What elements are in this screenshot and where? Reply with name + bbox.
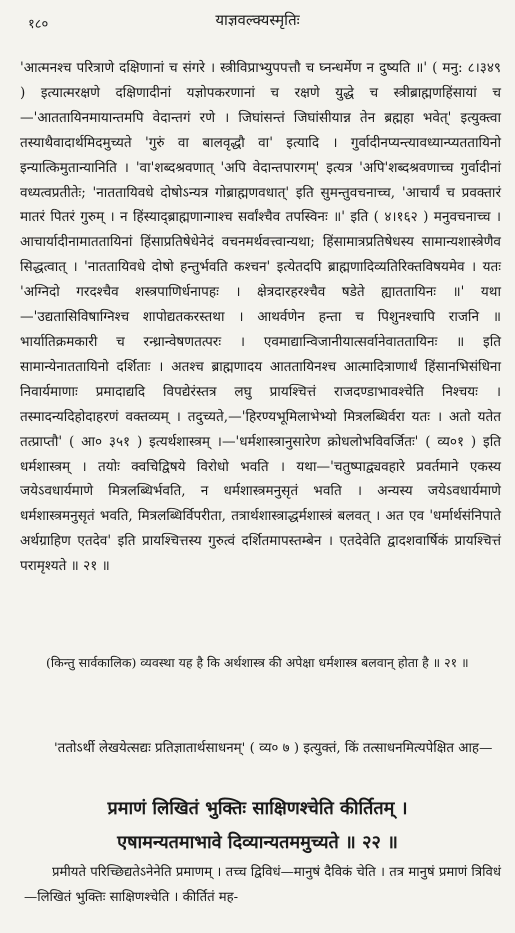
verse-line-1: प्रमाणं लिखितं भुक्तिः साक्षिणश्चेति कीर्तितम् । xyxy=(107,798,408,819)
page-header xyxy=(20,10,495,34)
hindi-translation: (किन्तु सार्वकालिक) व्यवस्था यह है कि अर्थशास्त्र की अपेक्षा धर्मशास्त्र बलवान् होता है ॥ २१ ॥ xyxy=(46,655,469,670)
bhashya-text: प्रमीयते परिच्छिद्यतेऽनेनेति प्रमाणम् । तच्च द्विविधं—मानुषं दैविकं चेति । तत्र मानुषं प्रमाणं त्रिविधं—लिखितं भुक्तिः साक्षिणश्चेति । कीर्तितं मह- xyxy=(24,865,501,905)
verse-block xyxy=(0,792,515,860)
commentary-text: 'आत्मनश्च परित्राणे दक्षिणानां च संगरे । स्त्रीविप्राभ्युपपत्तौ च घ्नन्धर्मेण न दुष्यति ॥' ( मनु: ८।३४९ ) इत्यात्मरक्षणे दक्षिणादीनां यज्ञोपकरणानां च रक्षणे युद्धे च स्त्रीब्राह्मणहिंसायां च—'आततायिनमायान्तमपि वेदान्तगं रणे । जिघांसन्तं जिघांसीयान्न तेन ब्रह्महा भवेत्' इत्युक्त्वा तस्याथैवादार्थमिदमुच्यते 'गुरुं वा बालवृद्धौ वा' इत्यादि । गुर्वादीनप्यन्त्यावध्यान्प्यततायिनो इन्यात्किमुतान्यानिति । 'वा'शब्दश्रवणात् 'अपि वेदान्तपारगम्' इत्यत्र 'अपि'शब्दश्रवणाच्च गुर्वादीनां वध्यत्वप्रतीतेः; 'नाततायिवधे दोषोऽन्यत्र गोब्राह्मणवधात्' इति सुमन्तुवचनाच्च, 'आचार्यं च प्रवक्तारं मातरं पितरं गुरुम् । न हिंस्याद्ब्राह्मणान्गाश्च सर्वांश्चैव तपस्विनः ॥' इति ( ४।१६२ ) मनुवचनाच्च । आचार्यादीनामाततायिनां हिंसाप्रतिषेधेनेदं वचनमर्थवत्त्वान्यथा; हिंसामात्रप्रतिषेधस्य सामान्यशास्त्रेणैव सिद्धत्वात् । 'नाततायिवधे दोषो हन्तुर्भवति कश्चन' इत्येतदपि ब्राह्मणादिव्यतिरिक्तविषयमेव । यतः 'अग्निदो गरदश्चैव शस्त्रपाणिर्धनापहः । क्षेत्रदारहरश्चैव षडेते ह्याततायिनः ॥' यथा—'उद्यतासिविषाग्निश्च शापोद्यतकरस्तथा । आथर्वणेन हन्ता च पिशुनश्चापि राजनि ॥ भार्यातिक्रमकारी च रन्ध्रान्वेषणतत्परः । एवमाद्यान्विजानीयात्सर्वानेवाततायिनः ॥ इति सामान्येनाततायिनो दर्शिताः । अतश्च ब्राह्मणादय आततायिनश्च आत्मादित्राणार्थं हिंसानभिसंधिना निवार्यमाणाः प्रमादाद्यदि विपद्येरंस्तत्र लघु प्रायश्चित्तं राजदण्डाभावश्चेति निश्चयः । तस्मादन्यदिहोदाहरणं वक्तव्यम् । तदुच्यते,—'हिरण्यभूमिलाभेभ्यो मित्रलब्धिर्वरा यतः । अतो यतेत तत्प्राप्तौ' ( आ० ३५१ ) इत्यर्थशास्त्रम् ।—'धर्मशास्त्रानुसारेण क्रोधलोभविवर्जितः' ( व्य०१ ) इति धर्मशास्त्रम् । तयोः क्वचिद्विषये विरोधो भवति । यथा—'चतुष्पाद्व्यवहारे प्रवर्तमाने एकस्य जयेऽवधार्यमाणे मित्रलब्धिर्भवति, न धर्मशास्त्रमनुसृतं भवति । अन्यस्य जयेऽवधार्यमाणे धर्मशास्त्रमनुसृतं भवति, मित्रलब्धिर्विपरीता, तत्रार्थशास्त्राद्धर्मशास्त्रं बलवत् । अत एव 'धर्मार्थसंनिपाते अर्थग्राहिण एतदेव' इति प्रायश्चित्तस्य गुरुत्वं दर्शितमापस्तम्बेन । एतदेवेति द्वादशवार्षिकं प्रायश्चित्तं परामृश्यते ॥ २१ ॥ xyxy=(20,60,501,575)
verse-introduction: 'ततोऽर्थी लेखयेत्सद्यः प्रतिज्ञातार्थसाधनम्' ( व्य० ७ ) इत्युक्तं, किं तत्साधनमित्यपेक्षित आह— xyxy=(54,741,493,756)
running-title: याज्ञवल्क्यस्मृतिः xyxy=(215,11,300,29)
page-number: १८० xyxy=(28,17,49,32)
verse-line-2: एषामन्यतमाभावे दिव्यान्यतममुच्यते ॥ २२ ॥ xyxy=(117,832,398,853)
